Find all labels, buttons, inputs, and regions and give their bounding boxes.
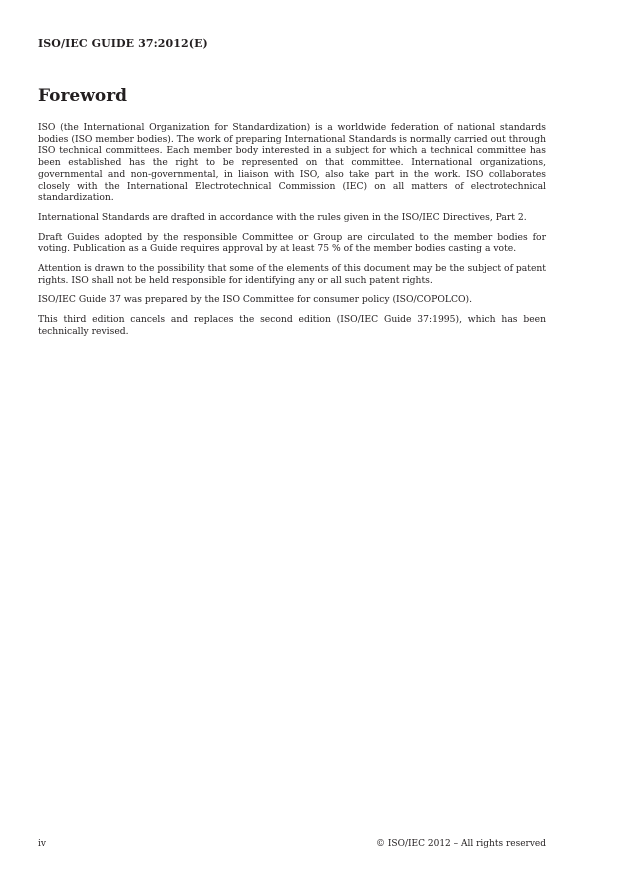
page-number: iv: [38, 839, 46, 849]
paragraph-patent-rights: Attention is drawn to the possibility that some of the elements of this document may be the subject of patent rights. ISO shall not be held responsible for identifying any or all such patent rights.: [38, 263, 546, 286]
paragraph-iso-intro: ISO (the International Organization for Standardization) is a worldwide federation of national standards bodies (ISO member bodies). The work of preparing International Standards is normally carried out through ISO technical committees. Each member body interested in a subject for which a technical committee has been established has the right to be represented on that committee. International organizations, governmental and non-governmental, in liaison with ISO, also take part in the work. ISO collaborates closely with the International Electrotechnical Commission (IEC) on all matters of electrotechnical standardization.: [38, 122, 546, 204]
paragraph-drafting-rules: International Standards are drafted in accordance with the rules given in the ISO/IEC Directives, Part 2.: [38, 211, 527, 223]
document-header: ISO/IEC GUIDE 37:2012(E): [38, 37, 208, 50]
paragraph-voting: Draft Guides adopted by the responsible Committee or Group are circulated to the member bodies for voting. Publication as a Guide requires approval by at least 75 % of the member bodies casting a vote.: [38, 231, 546, 255]
copyright-notice: © ISO/IEC 2012 – All rights reserved: [376, 839, 546, 849]
paragraph-prepared-by: ISO/IEC Guide 37 was prepared by the ISO Committee for consumer policy (ISO/COPOLCO).: [38, 294, 473, 306]
foreword-body: [38, 122, 546, 346]
section-title: Foreword: [38, 86, 128, 106]
paragraph-edition: This third edition cancels and replaces the second edition (ISO/IEC Guide 37:1995), which has been technically revised.: [38, 314, 546, 337]
